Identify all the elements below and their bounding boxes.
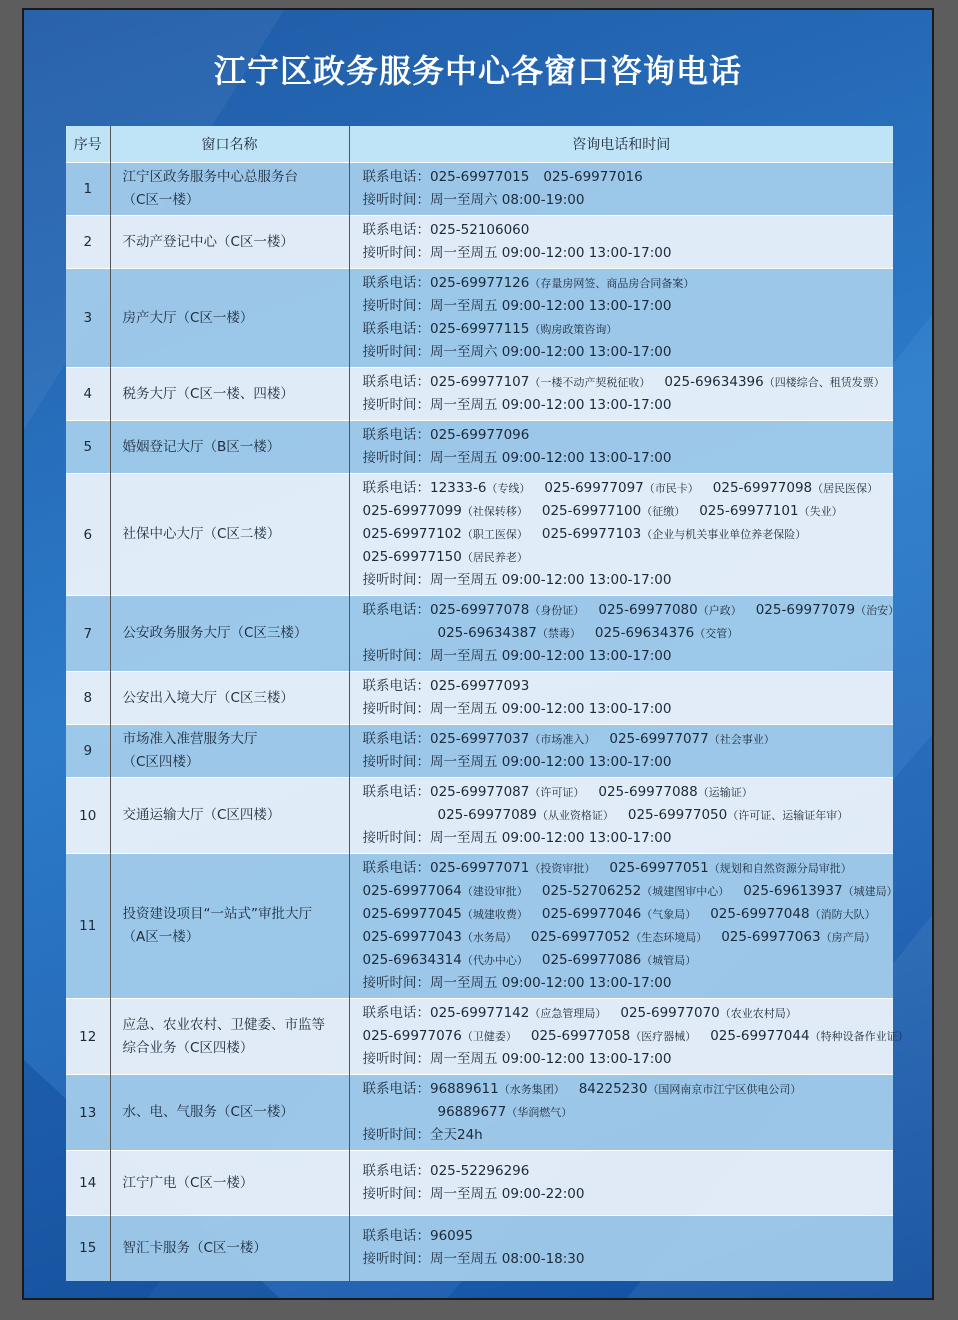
line-label: 接听时间： — [362, 1251, 430, 1268]
contact-line — [363, 645, 894, 668]
phone-number: 025-69977016 — [543, 169, 643, 185]
window-name-line: 综合业务（C区四楼） — [122, 1039, 254, 1056]
hours-text: 周一至周五 09:00-12:00 13:00-17:00 — [430, 450, 672, 466]
phone-note: （户政） — [697, 604, 742, 617]
contact-line — [363, 781, 894, 804]
contact-line — [363, 477, 894, 500]
contact-line — [363, 424, 894, 447]
hours-text: 周一至周五 09:00-12:00 13:00-17:00 — [430, 298, 672, 314]
window-name-line: 税务大厅（C区一楼、四楼） — [122, 385, 294, 402]
phone-number: 96095 — [430, 1228, 473, 1245]
line-label: 接听时间： — [362, 450, 430, 466]
phone-number: 025-69977099 — [362, 503, 462, 519]
phone-number: 025-52106060 — [430, 222, 530, 238]
contact-line — [363, 394, 894, 417]
contact-line — [363, 1101, 894, 1124]
window-name — [110, 725, 349, 778]
phone-number: 025-69977142 — [430, 1005, 530, 1021]
contact-info — [349, 368, 893, 421]
row-number: 12 — [66, 999, 110, 1075]
line-label: 联系电话： — [362, 678, 430, 694]
table-row — [66, 999, 893, 1075]
line-label: 接听时间： — [362, 245, 430, 261]
line-label: 接听时间： — [362, 830, 430, 846]
table-body — [66, 163, 909, 1281]
phone-note: （农业农村局） — [719, 1007, 797, 1020]
contact-line — [363, 926, 894, 949]
phone-note: （城管局） — [641, 954, 697, 967]
hours-text: 周一至周五 09:00-12:00 13:00-17:00 — [430, 1051, 672, 1067]
table-row — [66, 368, 893, 421]
contact-line — [363, 1124, 894, 1147]
phone-number: 025-69977097 — [544, 480, 644, 496]
line-label: 接听时间： — [362, 1127, 430, 1143]
row-number: 6 — [66, 474, 110, 596]
phone-number: 025-52296296 — [430, 1163, 530, 1179]
phone-number: 025-69977064 — [362, 883, 462, 899]
contact-info — [349, 269, 893, 368]
contact-line — [363, 903, 894, 926]
window-name — [110, 999, 349, 1075]
line-label: 接听时间： — [362, 1051, 430, 1067]
phone-note: （企业与机关事业单位养老保险） — [641, 528, 807, 541]
window-name — [110, 1075, 349, 1151]
phone-number: 025-69977046 — [541, 906, 642, 922]
contact-line — [363, 546, 894, 569]
window-name-line: 房产大厅（C区一楼） — [122, 309, 254, 326]
contact-info — [349, 1216, 893, 1281]
contact-line — [363, 804, 894, 827]
phone-number: 025-69634387 — [437, 625, 537, 641]
phone-number: 84225230 — [578, 1081, 648, 1097]
window-name-line: （C区一楼） — [122, 192, 200, 208]
poster — [22, 8, 934, 1300]
phone-note: （四楼综合、租赁发票） — [763, 376, 885, 389]
row-number: 9 — [66, 725, 110, 778]
contact-line — [363, 972, 894, 995]
window-name — [110, 216, 349, 269]
phone-number: 025-69977101 — [699, 503, 799, 519]
line-label: 接听时间： — [362, 344, 430, 360]
line-label: 联系电话： — [362, 731, 430, 747]
window-name — [110, 474, 349, 596]
window-name-line: 公安政务服务大厅（C区三楼） — [122, 625, 308, 641]
contact-info — [349, 1151, 893, 1216]
window-name-line: 交通运输大厅（C区四楼） — [122, 807, 281, 823]
phone-number: 025-69977088 — [598, 784, 698, 800]
contact-info — [349, 216, 893, 269]
contact-info — [349, 778, 893, 854]
window-name-line: 婚姻登记大厅（B区一楼） — [122, 438, 281, 455]
contact-line — [363, 1078, 894, 1101]
phone-note: （城建局） — [842, 885, 898, 898]
line-label: 联系电话： — [362, 321, 430, 337]
window-name-line: 江宁广电（C区一楼） — [122, 1174, 254, 1191]
phone-number: 025-69977071 — [430, 860, 530, 876]
contact-line — [363, 857, 894, 880]
phone-number: 025-69977103 — [541, 526, 642, 542]
contact-line — [363, 166, 894, 189]
table-row — [66, 474, 893, 596]
phone-number: 025-69977052 — [530, 929, 631, 945]
phone-note: （身份证） — [529, 604, 585, 617]
window-name — [110, 269, 349, 368]
phone-number: 025-69977048 — [710, 906, 810, 922]
line-label: 接听时间： — [362, 1186, 430, 1202]
table-row — [66, 854, 893, 999]
phone-note: （投资审批） — [529, 862, 596, 875]
line-label: 联系电话： — [362, 169, 430, 185]
phone-note: （禁毒） — [536, 627, 581, 640]
table-row — [66, 269, 893, 368]
line-label: 接听时间： — [362, 192, 430, 208]
hours-text: 周一至周五 09:00-12:00 13:00-17:00 — [430, 397, 672, 413]
table-row — [66, 216, 893, 269]
phone-number: 025-69977076 — [362, 1028, 462, 1044]
line-label: 联系电话： — [362, 1081, 430, 1097]
phone-number: 025-69977096 — [430, 427, 530, 443]
contact-line — [363, 751, 894, 774]
contact-info — [349, 421, 893, 474]
line-label: 接听时间： — [362, 572, 430, 588]
row-number: 1 — [66, 163, 110, 216]
phone-note: （气象局） — [641, 908, 697, 921]
phone-number: 025-69977051 — [609, 860, 709, 876]
window-name-line: 应急、农业农村、卫健委、市监等 — [122, 1016, 325, 1033]
table-row — [66, 725, 893, 778]
phone-note: （市民卡） — [643, 482, 699, 495]
page-title: 江宁区政务服务中心各窗口咨询电话 — [213, 52, 742, 90]
phone-note: （征缴） — [641, 505, 686, 518]
contact-line — [363, 675, 894, 698]
contact-line — [363, 523, 894, 546]
table-row — [66, 1075, 893, 1151]
contact-line — [363, 1248, 894, 1271]
phone-note: （社保转移） — [461, 505, 528, 518]
header-window-name: 窗口名称 — [110, 126, 349, 163]
hours-text: 周一至周五 09:00-12:00 13:00-17:00 — [430, 648, 672, 664]
phone-note: （特种设备作业证） — [809, 1030, 909, 1043]
window-name-line: （A区一楼） — [122, 929, 200, 945]
hours-text: 周一至周六 08:00-19:00 — [430, 192, 585, 208]
window-name — [110, 1151, 349, 1216]
window-name-line: 投资建设项目“一站式”审批大厅 — [122, 906, 312, 922]
hours-text: 周一至周五 09:00-12:00 13:00-17:00 — [430, 572, 672, 588]
window-name-line: 江宁区政务服务中心总服务台 — [122, 169, 298, 185]
phone-number: 025-69977102 — [362, 526, 462, 542]
contact-line — [363, 295, 894, 318]
window-name — [110, 163, 349, 216]
contact-line — [363, 949, 894, 972]
contact-line — [362, 880, 898, 903]
line-label: 联系电话： — [362, 1228, 430, 1245]
phone-number: 025-69613937 — [743, 883, 843, 899]
phone-number: 025-69977080 — [598, 602, 698, 618]
contact-info — [349, 854, 898, 999]
phone-number: 025-69977050 — [627, 807, 728, 823]
line-label: 接听时间： — [362, 397, 430, 413]
phone-note: （市场准入） — [529, 733, 596, 746]
contact-line — [363, 827, 894, 850]
line-label: 联系电话： — [362, 480, 430, 496]
line-label: 接听时间： — [362, 754, 430, 770]
row-number: 5 — [66, 421, 110, 474]
window-name — [110, 421, 349, 474]
row-number: 7 — [66, 596, 110, 672]
phone-number: 025-69977089 — [437, 807, 537, 823]
phone-note: （许可证） — [529, 786, 585, 799]
hours-text: 周一至周六 09:00-12:00 13:00-17:00 — [430, 344, 672, 360]
phone-number: 025-69977086 — [541, 952, 642, 968]
line-label: 接听时间： — [362, 701, 430, 717]
phone-number: 025-69977058 — [530, 1028, 631, 1044]
window-name-line: 智汇卡服务（C区一楼） — [122, 1239, 267, 1256]
phone-note: （交管） — [694, 627, 739, 640]
window-name-line: 不动产登记中心（C区一楼） — [122, 233, 294, 250]
row-number: 15 — [66, 1216, 110, 1281]
window-name — [110, 596, 349, 672]
contact-line — [363, 728, 894, 751]
window-name-line: （C区四楼） — [122, 754, 200, 770]
contact-table — [66, 126, 909, 1281]
line-label: 联系电话： — [362, 275, 430, 291]
window-name — [110, 1216, 349, 1281]
phone-number: 025-69977115 — [430, 321, 530, 337]
phone-number: 12333-6 — [430, 480, 487, 496]
header-contact-info: 咨询电话和时间 — [349, 126, 893, 163]
window-name — [110, 854, 349, 999]
phone-note: （社会事业） — [708, 733, 775, 746]
window-name — [110, 368, 349, 421]
phone-note: （职工医保） — [461, 528, 528, 541]
contact-info — [349, 672, 893, 725]
phone-number: 025-69977045 — [362, 906, 462, 922]
contact-line — [363, 318, 894, 341]
contact-line — [363, 500, 894, 523]
phone-note: （医疗器械） — [630, 1030, 697, 1043]
phone-number: 025-69634396 — [664, 374, 764, 390]
contact-info — [349, 725, 893, 778]
contact-info — [349, 163, 893, 216]
row-number: 14 — [66, 1151, 110, 1216]
window-name-line: 社保中心大厅（C区二楼） — [122, 526, 281, 542]
line-label: 联系电话： — [362, 602, 430, 618]
phone-note: （一楼不动产契税征收） — [529, 376, 651, 389]
phone-number: 025-69977093 — [430, 678, 530, 694]
phone-number: 025-69977037 — [430, 731, 530, 747]
phone-note: （城建收费） — [461, 908, 528, 921]
phone-number: 025-69977079 — [755, 602, 856, 618]
phone-note: （建设审批） — [461, 885, 528, 898]
hours-text: 周一至周五 09:00-12:00 13:00-17:00 — [430, 830, 672, 846]
phone-number: 025-69977070 — [620, 1005, 720, 1021]
hours-text: 周一至周五 09:00-12:00 13:00-17:00 — [430, 975, 672, 991]
phone-note: （代办中心） — [461, 954, 528, 967]
contact-line — [362, 1025, 909, 1048]
row-number: 3 — [66, 269, 110, 368]
table-row — [66, 596, 893, 672]
line-label: 联系电话： — [362, 1163, 430, 1179]
phone-number: 025-69977077 — [609, 731, 709, 747]
contact-line — [363, 341, 894, 364]
contact-line — [363, 698, 894, 721]
table-row — [66, 672, 893, 725]
contact-line — [363, 219, 894, 242]
table-row — [66, 163, 893, 216]
contact-line — [362, 599, 900, 622]
phone-note: （专线） — [486, 482, 531, 495]
line-label: 联系电话： — [362, 860, 430, 876]
table-row — [66, 778, 893, 854]
phone-note: （居民养老） — [461, 551, 528, 564]
phone-note: （华润燃气） — [506, 1106, 573, 1119]
phone-note: （运输证） — [697, 786, 753, 799]
contact-line — [363, 1183, 894, 1206]
line-label: 联系电话： — [362, 374, 430, 390]
phone-number: 96889611 — [430, 1081, 499, 1097]
phone-note: （居民医保） — [812, 482, 879, 495]
phone-number: 025-69977098 — [712, 480, 813, 496]
hours-text: 周一至周五 09:00-12:00 13:00-17:00 — [430, 701, 672, 717]
phone-number: 025-69977063 — [721, 929, 821, 945]
phone-note: （应急管理局） — [529, 1007, 607, 1020]
window-name-line: 公安出入境大厅（C区三楼） — [122, 689, 294, 706]
line-label: 联系电话： — [362, 222, 430, 238]
contact-line — [363, 1160, 894, 1183]
window-name-line: 水、电、气服务（C区一楼） — [122, 1104, 294, 1120]
phone-number: 025-69977107 — [430, 374, 530, 390]
table-row — [66, 1151, 893, 1216]
phone-note: （许可证、运输证年审） — [727, 809, 849, 822]
row-number: 4 — [66, 368, 110, 421]
phone-note: （城建图审中心） — [641, 885, 730, 898]
phone-number: 96889677 — [437, 1104, 507, 1120]
line-label: 联系电话： — [362, 784, 430, 800]
phone-number: 025-69977100 — [541, 503, 642, 519]
contact-line — [363, 1225, 894, 1248]
phone-note: （国网南京市江宁区供电公司） — [647, 1083, 802, 1096]
contact-line — [363, 1002, 894, 1025]
phone-number: 025-52706252 — [541, 883, 642, 899]
phone-number: 025-69977015 — [430, 169, 530, 185]
phone-number: 025-69977126 — [430, 275, 530, 291]
contact-line — [363, 371, 894, 394]
contact-line — [363, 447, 894, 470]
hours-text: 周一至周五 08:00-18:30 — [430, 1251, 585, 1268]
window-name — [110, 672, 349, 725]
contact-line — [363, 622, 894, 645]
phone-note: （水务集团） — [498, 1083, 565, 1096]
row-number: 2 — [66, 216, 110, 269]
phone-number: 025-69977087 — [430, 784, 530, 800]
phone-note: （失业） — [798, 505, 843, 518]
phone-number: 025-69977044 — [710, 1028, 810, 1044]
row-number: 13 — [66, 1075, 110, 1151]
phone-number: 025-69977078 — [430, 602, 530, 618]
contact-line — [363, 242, 894, 265]
contact-info — [349, 1075, 893, 1151]
contact-line — [363, 189, 894, 212]
row-number: 10 — [66, 778, 110, 854]
phone-number: 025-69634314 — [362, 952, 462, 968]
phone-number: 025-69977150 — [362, 549, 462, 565]
hours-text: 周一至周五 09:00-12:00 13:00-17:00 — [430, 754, 672, 770]
table-row — [66, 1216, 893, 1281]
contact-line — [363, 569, 894, 592]
phone-note: （治安） — [855, 604, 900, 617]
header-no: 序号 — [66, 126, 110, 163]
line-label: 接听时间： — [362, 975, 430, 991]
hours-text: 周一至周五 09:00-22:00 — [430, 1186, 585, 1202]
contact-line — [363, 1048, 894, 1071]
contact-line — [363, 272, 894, 295]
line-label: 联系电话： — [362, 1005, 430, 1021]
line-label: 接听时间： — [362, 648, 430, 664]
contact-info — [349, 999, 909, 1075]
row-number: 11 — [66, 854, 110, 999]
row-number: 8 — [66, 672, 110, 725]
contact-info — [349, 596, 900, 672]
contact-info — [349, 474, 893, 596]
table-row — [66, 421, 893, 474]
phone-note: （卫健委） — [461, 1030, 517, 1043]
table-header-row — [66, 126, 893, 163]
phone-note: （购房政策咨询） — [529, 323, 618, 336]
phone-number: 025-69977043 — [362, 929, 462, 945]
phone-note: （从业资格证） — [536, 809, 614, 822]
phone-note: （消防大队） — [809, 908, 876, 921]
phone-note: （水务局） — [461, 931, 517, 944]
phone-note: （房产局） — [820, 931, 876, 944]
phone-note: （生态环境局） — [630, 931, 708, 944]
window-name-line: 市场准入准营服务大厅 — [122, 731, 258, 747]
window-name — [110, 778, 349, 854]
phone-note: （存量房网签、商品房合同备案） — [529, 277, 695, 290]
phone-note: （规划和自然资源分局审批） — [708, 862, 852, 875]
line-label: 联系电话： — [362, 427, 430, 443]
line-label: 接听时间： — [362, 298, 430, 314]
hours-text: 周一至周五 09:00-12:00 13:00-17:00 — [430, 245, 672, 261]
phone-number: 025-69634376 — [594, 625, 695, 641]
hours-text: 全天24h — [430, 1127, 483, 1143]
